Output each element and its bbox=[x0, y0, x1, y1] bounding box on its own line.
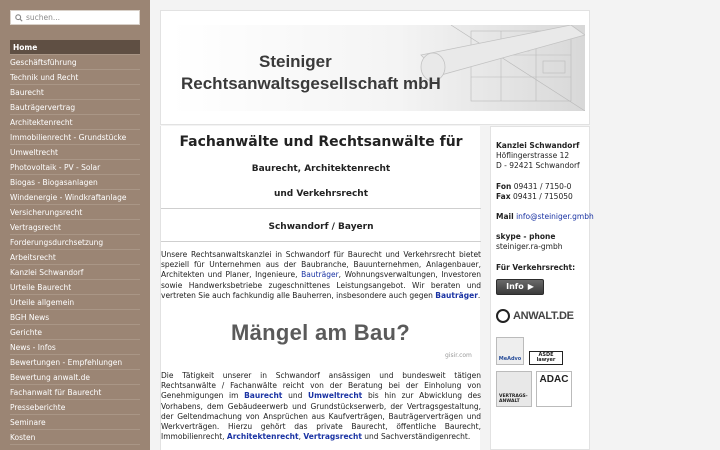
main-content bbox=[160, 126, 480, 450]
banner-image bbox=[171, 25, 585, 111]
search-input[interactable] bbox=[25, 12, 135, 24]
sidebar bbox=[0, 0, 150, 450]
search-icon bbox=[13, 12, 25, 24]
activity-paragraph: Die Tätigkeit unserer in Schwandorf ansässigen und bundesweit tätigen Rechtsanwälte / Fachanwälte reicht von der Beratung bei der Einholung von Genehmigungen im Baurecht und Umweltrecht bis hin zur Abwicklung des Vorhabens, dem Gebäudeerwerb und Grundstückserwerb, der Vertragsgestaltung, der Geltendmachung von Ansprüchen aus Kaufverträgen, Bauträgerverträgen und Werkverträgen. Hierzu gehört das private Baurecht, öffentliche Baurecht, Immobilienrecht, Architektenrecht, Vertragsrecht und Sachverständigenrecht. bbox=[161, 371, 481, 442]
sidebar-item-versicherungsrecht[interactable]: Versicherungsrecht bbox=[10, 205, 140, 220]
intro-paragraph: Unsere Rechtsanwaltskanzlei in Schwandorf für Baurecht und Verkehrsrecht bietet speziell für Unternehmen aus der Baubranche, Bauunternehmen, Anlagenbauer, Architekten und Planer, Ingenieure, Bauträger, Wohnungsverwaltungen, Investoren sowie Handwerksbetriebe zugeschnittenes Leistungsangebot. Wir beraten und vertreten Sie auch fachkundig alle Bauherren, insbesondere auch gegen Bauträger. bbox=[161, 250, 481, 300]
sidebar-item-kosten[interactable]: Kosten bbox=[10, 430, 140, 445]
sidebar-item-biogas-biogasanlagen[interactable]: Biogas - Biogasanlagen bbox=[10, 175, 140, 190]
sidebar-item-news-infos[interactable]: News - Infos bbox=[10, 340, 140, 355]
sidebar-item-baurecht[interactable]: Baurecht bbox=[10, 85, 140, 100]
badge-row bbox=[496, 337, 589, 365]
anwalt-logo-icon bbox=[496, 309, 510, 323]
company-name-line1: Steiniger bbox=[259, 52, 332, 71]
sidebar-item-bewertung-anwalt-de[interactable]: Bewertung anwalt.de bbox=[10, 370, 140, 385]
sidebar-item-arbeitsrecht[interactable]: Arbeitsrecht bbox=[10, 250, 140, 265]
sidebar-item-bauträgervertrag[interactable]: Bauträgervertrag bbox=[10, 100, 140, 115]
page-title: Fachanwälte und Rechtsanwälte für bbox=[179, 134, 463, 150]
divider bbox=[161, 208, 481, 209]
maengel-image-text: Mängel am Bau? bbox=[231, 320, 411, 345]
mail-link[interactable]: info@steiniger.gmbh bbox=[516, 212, 594, 222]
verkehrsrecht-label: Für Verkehrsrecht: bbox=[496, 262, 576, 272]
phone-line: Fon 09431 / 7150-0 bbox=[496, 181, 572, 191]
sidebar-item-bgh-news[interactable]: BGH News bbox=[10, 310, 140, 325]
badge-row-2 bbox=[496, 371, 589, 407]
office-city: D - 92421 Schwandorf bbox=[496, 161, 580, 171]
search-box[interactable] bbox=[10, 10, 140, 25]
info-button[interactable]: Info ▶ bbox=[496, 279, 544, 295]
sidebar-item-forderungsdurchsetzung[interactable]: Forderungsdurchsetzung bbox=[10, 235, 140, 250]
sidebar-item-seminare[interactable]: Seminare bbox=[10, 415, 140, 430]
sidebar-item-immobilienrecht-grundstücke[interactable]: Immobilienrecht - Grundstücke bbox=[10, 130, 140, 145]
contact-box bbox=[490, 126, 594, 450]
play-arrow-icon: ▶ bbox=[527, 282, 534, 292]
skype-id: steiniger.ra-gmbh bbox=[496, 242, 563, 252]
sidebar-item-technik-und-recht[interactable]: Technik und Recht bbox=[10, 70, 140, 85]
link-bautraeger[interactable]: Bauträger bbox=[301, 270, 339, 280]
sidebar-item-kanzlei-schwandorf[interactable]: Kanzlei Schwandorf bbox=[10, 265, 140, 280]
sidebar-item-geschäftsführung[interactable]: Geschäftsführung bbox=[10, 55, 140, 70]
link-vertragsrecht[interactable]: Vertragsrecht bbox=[303, 432, 362, 442]
sidebar-item-presseberichte[interactable]: Presseberichte bbox=[10, 400, 140, 415]
sidebar-item-windenergie-windkraftanlage[interactable]: Windenergie - Windkraftanlage bbox=[10, 190, 140, 205]
sidebar-item-umweltrecht[interactable]: Umweltrecht bbox=[10, 145, 140, 160]
anwalt-de-logo[interactable]: ANWALT.DE bbox=[496, 309, 589, 323]
sidebar-item-gerichte[interactable]: Gerichte bbox=[10, 325, 140, 340]
adac-badge[interactable]: ADAC bbox=[536, 371, 572, 407]
skype-label: skype - phone bbox=[496, 232, 556, 242]
mail-line: Mail info@steiniger.gmbh bbox=[496, 212, 594, 222]
divider bbox=[161, 241, 481, 242]
subtitle-baurecht: Baurecht, Architektenrecht bbox=[251, 164, 391, 174]
sidebar-item-fachanwalt-für-baurecht[interactable]: Fachanwalt für Baurecht bbox=[10, 385, 140, 400]
sidebar-item-photovoltaik-pv-solar[interactable]: Photovoltaik - PV - Solar bbox=[10, 160, 140, 175]
office-name: Kanzlei Schwandorf bbox=[496, 141, 580, 150]
sidebar-item-bewertungen-empfehlungen[interactable]: Bewertungen - Empfehlungen bbox=[10, 355, 140, 370]
sidebar-item-urteile-baurecht[interactable]: Urteile Baurecht bbox=[10, 280, 140, 295]
vertragsanwalt-badge[interactable]: VERTRAGS-ANWALT bbox=[496, 371, 532, 407]
location-heading: Schwandorf / Bayern bbox=[268, 222, 374, 232]
asde-lawyer-badge[interactable]: ASDE lawyer bbox=[529, 351, 563, 365]
sidebar-item-home[interactable]: Home bbox=[10, 40, 140, 55]
company-name-line2: Rechtsanwaltsgesellschaft mbH bbox=[181, 74, 441, 93]
sidebar-item-architektenrecht[interactable]: Architektenrecht bbox=[10, 115, 140, 130]
sidebar-item-urteile-allgemein[interactable]: Urteile allgemein bbox=[10, 295, 140, 310]
meadvo-badge[interactable]: MeAdvo bbox=[496, 337, 524, 365]
sidebar-item-vertragsrecht[interactable]: Vertragsrecht bbox=[10, 220, 140, 235]
link-umweltrecht[interactable]: Umweltrecht bbox=[308, 391, 363, 401]
image-source: gisir.com bbox=[445, 352, 472, 359]
link-architektenrecht[interactable]: Architektenrecht bbox=[226, 432, 299, 442]
subtitle-verkehrsrecht: und Verkehrsrecht bbox=[273, 189, 369, 199]
main-navigation bbox=[10, 40, 140, 445]
office-street: Höflingerstrasse 12 bbox=[496, 151, 570, 161]
link-bautraeger-2[interactable]: Bauträger bbox=[435, 290, 478, 300]
header-banner bbox=[160, 10, 590, 125]
link-baurecht[interactable]: Baurecht bbox=[244, 391, 283, 401]
fax-line: Fax 09431 / 715050 bbox=[496, 191, 573, 201]
